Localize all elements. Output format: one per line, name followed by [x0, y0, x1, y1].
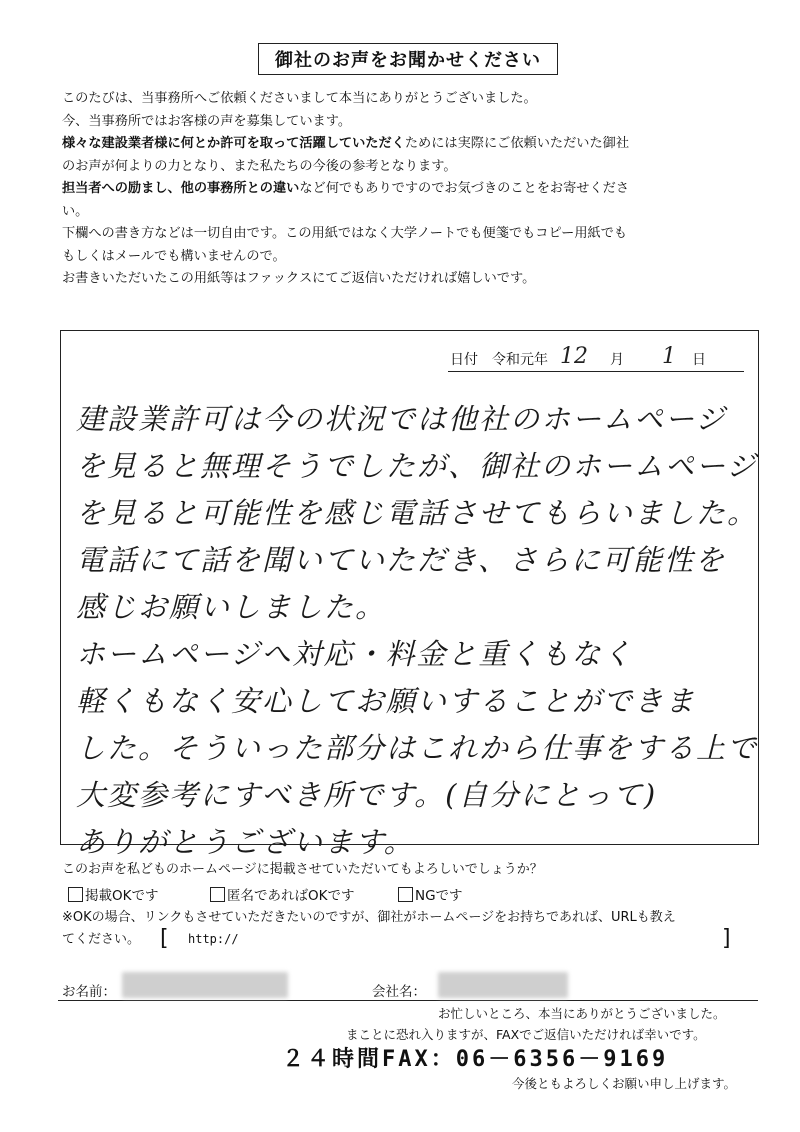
- intro-line: [62, 178, 762, 201]
- closing-text: 今後ともよろしくお願い申し上げます。: [512, 1076, 737, 1091]
- option-anonymous-ok[interactable]: [210, 884, 354, 904]
- intro-bold: 担当者への励まし、他の事務所との違い: [62, 181, 300, 196]
- date-line: [448, 346, 744, 372]
- intro-line: [62, 133, 762, 156]
- intro-line: のお声が何よりの力となり、また私たちの今後の参考となります。: [62, 158, 457, 174]
- intro-line: お書きいただいたこの用紙等はファックスにてご返信いただければ嬉しいです。: [62, 271, 536, 286]
- option-publish-ok[interactable]: [68, 884, 158, 904]
- checkbox[interactable]: [398, 887, 413, 902]
- fax-number: ２４時間FAX：06－6356－9169: [282, 1047, 669, 1072]
- note-line: てください。: [62, 932, 141, 947]
- note-line: ※OKの場合、リンクもさせていただきたいのですが、御社がホームページをお持ちであれば、URLも教え: [62, 910, 676, 925]
- handwritten-line: を見ると無理そうでしたが、御社のホームページ: [76, 449, 758, 483]
- intro-line: もしくはメールでも構いませんので。: [62, 248, 286, 264]
- date-month-value: 12: [560, 344, 588, 369]
- consent-question: このお声を私どものホームページに掲載させていただいてもよろしいでしょうか？: [62, 862, 543, 877]
- handwritten-comment: [76, 396, 759, 866]
- handwritten-line: ホームページへ対応・料金と重くもなく: [76, 637, 634, 671]
- url-bracket-right: ]: [722, 926, 731, 951]
- intro-line: 下欄への書き方などは一切自由です。この用紙ではなく大学ノートでも便箋でもコピー用紙でも: [62, 226, 628, 241]
- date-day-value: 1: [662, 344, 676, 369]
- name-label: お名前：: [62, 984, 116, 1000]
- intro-bold: 様々な建設業者様に何とか許可を取って活躍していただく: [62, 136, 405, 151]
- checkbox[interactable]: [68, 887, 83, 902]
- option-ng[interactable]: [398, 884, 463, 904]
- intro-text: [62, 88, 762, 291]
- page-title: 御社のお声をお聞かせください: [258, 43, 558, 75]
- handwritten-line: を見ると可能性を感じ電話させてもらいました。: [76, 496, 759, 530]
- intro-rest: ためには実際にご依頼いただいた御社: [404, 136, 630, 151]
- thanks-text: お忙しいところ、本当にありがとうございました。: [438, 1006, 726, 1021]
- company-redacted: [438, 972, 568, 998]
- handwritten-line: ありがとうございます。: [76, 825, 415, 859]
- url-bracket-left: [: [160, 926, 169, 951]
- handwritten-line: 建設業許可は今の状況では他社のホームページ: [76, 402, 727, 436]
- intro-line: い。: [62, 203, 89, 219]
- checkbox[interactable]: [210, 887, 225, 902]
- date-month-label: 月: [610, 352, 624, 368]
- handwritten-line: 軽くもなく安心してお願いすることができま: [76, 684, 697, 718]
- handwritten-line: した。そういった部分はこれから仕事をする上で: [76, 731, 759, 765]
- fax-request-text: まことに恐れ入りますが、FAXでご返信いただければ幸いです。: [346, 1027, 706, 1042]
- intro-rest: など何でもありですのでお気づきのことをお寄せくださ: [299, 181, 630, 196]
- date-label: 日付: [450, 352, 478, 368]
- option-label: NGです: [415, 888, 463, 904]
- name-redacted: [122, 972, 288, 998]
- handwritten-line: 感じお願いしました。: [76, 590, 387, 624]
- url-field[interactable]: http://: [188, 932, 239, 946]
- option-label: 匿名であればOKです: [227, 888, 355, 904]
- company-label: 会社名：: [372, 984, 426, 1000]
- date-era: 令和元年: [492, 352, 548, 368]
- handwritten-line: 電話にて話を聞いていただき、さらに可能性を: [76, 543, 726, 577]
- option-label: 掲載OKです: [85, 888, 159, 904]
- date-day-label: 日: [692, 352, 706, 368]
- intro-line: 今、当事務所ではお客様の声を募集しています。: [62, 113, 352, 129]
- handwritten-line: 大変参考にすべき所です。(自分にとって): [76, 778, 658, 812]
- intro-line: このたびは、当事務所へご依頼くださいまして本当にありがとうございました。: [62, 91, 537, 106]
